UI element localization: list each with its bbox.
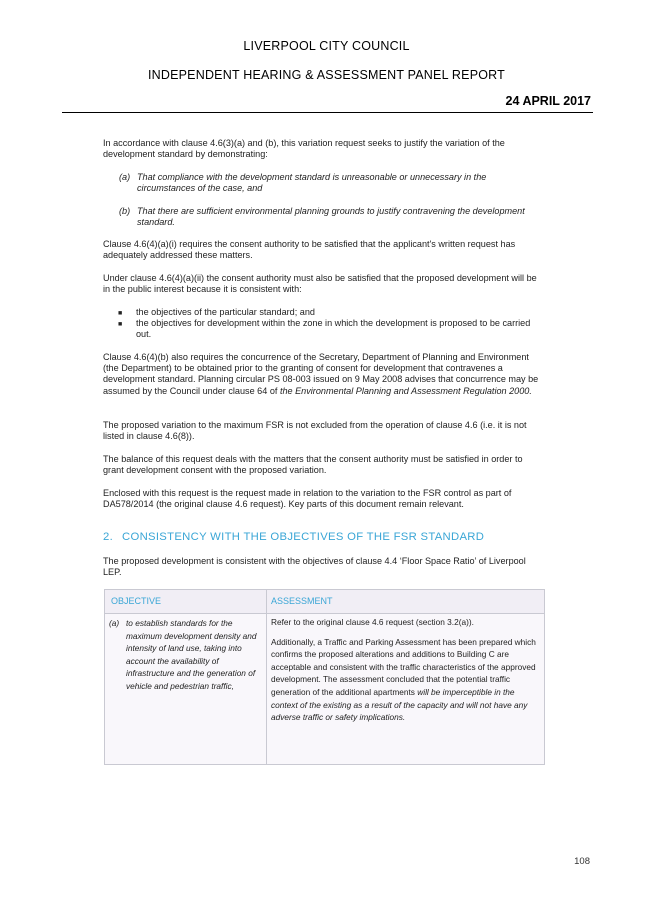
section-title: CONSISTENCY WITH THE OBJECTIVES OF THE FSR STANDARD — [122, 531, 485, 543]
section-heading — [103, 531, 484, 543]
list-item-a-text: That compliance with the development standard is unreasonable or unnecessary in the circumstances of the case, and — [137, 172, 487, 194]
paragraph-enclosed: Enclosed with this request is the request made in relation to the variation to the FSR control as part of DA578/2014 (the original clause 4.6 request). Key parts of this document remain relevant. — [103, 488, 512, 510]
bullet-square-icon: ■ — [118, 321, 123, 328]
paragraph-concurrence — [103, 352, 543, 397]
objective-text: to establish standards for the maximum development density and intensity of land use, taking into account the availability of infrastructure and the generation of vehicle and pedestrian traffic, — [126, 618, 257, 691]
bullet-item — [118, 318, 538, 340]
assessment-traffic-quote: will be imperceptible in the context of the existing as a result of the capacity and will not have any adverse traffic or safety implications. — [271, 686, 528, 723]
table-header — [105, 590, 544, 614]
list-item-a — [119, 172, 539, 194]
section-intro: The proposed development is consistent with the objectives of clause 4.4 ‘Floor Space Ratio’ of Liverpool LEP. — [103, 556, 526, 578]
assessment-reference: Refer to the original clause 4.6 request (section 3.2(a)). — [271, 617, 474, 627]
bullet-square-icon: ■ — [118, 310, 123, 317]
header-divider — [62, 112, 593, 113]
list-item-a-label: (a) — [119, 172, 131, 182]
list-item-b-label: (b) — [119, 206, 131, 216]
column-header-objective: OBJECTIVE — [111, 596, 162, 606]
paragraph-consent-authority: Clause 4.6(4)(a)(i) requires the consent authority to be satisfied that the applicant's written request has adequately addressed these matters. — [103, 239, 516, 261]
paragraph-fsr-exclusion: The proposed variation to the maximum FSR is not excluded from the operation of clause 4.6 (i.e. it is not listed in clause 4.6(8)). — [103, 420, 527, 442]
intro-paragraph: In accordance with clause 4.6(3)(a) and (b), this variation request seeks to justify the variation of the development standard by demonstrating: — [103, 138, 505, 160]
assessment-traffic-text: Additionally, a Traffic and Parking Assessment has been prepared which confirms the proposed alterations and additions to Building C are acceptable and consistent with the traffic characteristics of the approved development. The assessment concluded that the potential traffic generation of the additional apartments — [271, 636, 536, 697]
assessment-traffic — [271, 636, 543, 724]
paragraph-concurrence-text: Clause 4.6(4)(b) also requires the concurrence of the Secretary, Department of Planning and Environment (the Department) to be obtained prior to the granting of consent for development that contravenes a development standard. Planning circular PS 08-003 issued on 9 May 2008 advises that concurrence may be assumed by the Council under clause 64 of — [103, 352, 539, 396]
paragraph-public-interest: Under clause 4.6(4)(a)(ii) the consent authority must also be satisfied that the proposed development will be in the public interest because it is consistent with: — [103, 273, 537, 295]
report-title: INDEPENDENT HEARING & ASSESSMENT PANEL REPORT — [147, 68, 505, 82]
list-item-b — [119, 206, 539, 228]
section-number: 2. — [103, 531, 114, 543]
bullet-text: the objectives of the particular standard; and — [136, 307, 315, 317]
report-date: 24 APRIL 2017 — [505, 94, 591, 108]
objective-label: (a) — [109, 618, 120, 628]
column-header-assessment: ASSESSMENT — [271, 596, 333, 606]
assessment-cell — [271, 616, 543, 731]
list-item-b-text: That there are sufficient environmental planning grounds to justify contravening the development standard. — [137, 206, 525, 228]
page-number: 108 — [574, 856, 590, 867]
objectives-table — [104, 589, 545, 765]
bullet-text: the objectives for development within the zone in which the development is proposed to be carried out. — [136, 318, 531, 340]
regulation-title: the Environmental Planning and Assessment Regulation 2000. — [279, 385, 532, 396]
paragraph-balance: The balance of this request deals with the matters that the consent authority must be satisfied in order to grant development consent with the proposed variation. — [103, 454, 523, 476]
council-name: LIVERPOOL CITY COUNCIL — [243, 39, 410, 53]
